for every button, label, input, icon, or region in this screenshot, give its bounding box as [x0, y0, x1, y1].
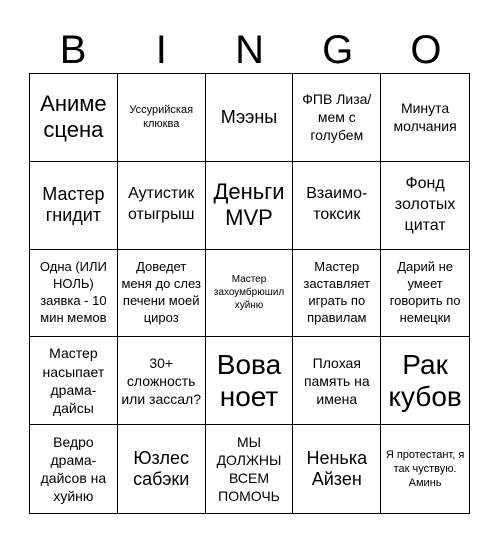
header-letter-g: G	[322, 28, 354, 72]
bingo-cell[interactable]: Мастер заставляет играть по правилам	[293, 250, 381, 338]
bingo-cell[interactable]: Вова ноет	[206, 337, 294, 425]
header-letter-o: O	[410, 28, 442, 72]
bingo-cell[interactable]: Рак кубов	[381, 337, 469, 425]
bingo-cell[interactable]: Дарий не умеет говорить по немецки	[381, 250, 469, 338]
bingo-header	[29, 26, 470, 74]
bingo-cell[interactable]: Юзлес сабэки	[118, 425, 206, 513]
bingo-cell[interactable]: Фонд золотых цитат	[381, 162, 469, 250]
bingo-cell[interactable]: Аниме сцена	[30, 74, 118, 162]
bingo-cell[interactable]: Доведет меня до слез печени моей цироз	[118, 250, 206, 338]
bingo-cell[interactable]: Деньги MVP	[206, 162, 294, 250]
bingo-cell[interactable]: Аутистик отыгрыш	[118, 162, 206, 250]
bingo-cell[interactable]: Мээны	[206, 74, 294, 162]
bingo-cell[interactable]: Мастер захоумбрюшил хуйню	[206, 250, 294, 338]
bingo-cell[interactable]: МЫ ДОЛЖНЫ ВСЕМ ПОМОЧЬ	[206, 425, 294, 513]
header-letter-n: N	[235, 28, 264, 72]
bingo-cell[interactable]: Минута молчания	[381, 74, 469, 162]
bingo-cell[interactable]: Одна (ИЛИ НОЛЬ) заявка - 10 мин мемов	[30, 250, 118, 338]
bingo-cell[interactable]: Я протестант, я так чуствую. Аминь	[385, 448, 465, 490]
bingo-cell[interactable]: Плохая память на имена	[293, 337, 381, 425]
bingo-cell[interactable]: ФПВ Лиза/мем с голубем	[293, 74, 381, 162]
bingo-cell[interactable]: Мастер насыпает драма-дайсы	[30, 337, 118, 425]
bingo-cell[interactable]: Взаимо-токсик	[293, 162, 381, 250]
bingo-cell[interactable]: Мастер гнидит	[30, 162, 118, 250]
bingo-grid	[29, 73, 470, 514]
header-letter-b: B	[59, 28, 87, 72]
bingo-cell[interactable]: Ведро драма-дайсов на хуйню	[30, 425, 118, 513]
bingo-cell[interactable]: 30+ сложность или зассал?	[118, 337, 206, 425]
bingo-cell[interactable]: Уссурийская клюква	[118, 74, 206, 162]
header-letter-i: I	[155, 28, 167, 72]
bingo-cell[interactable]: Ненька Айзен	[293, 425, 381, 513]
